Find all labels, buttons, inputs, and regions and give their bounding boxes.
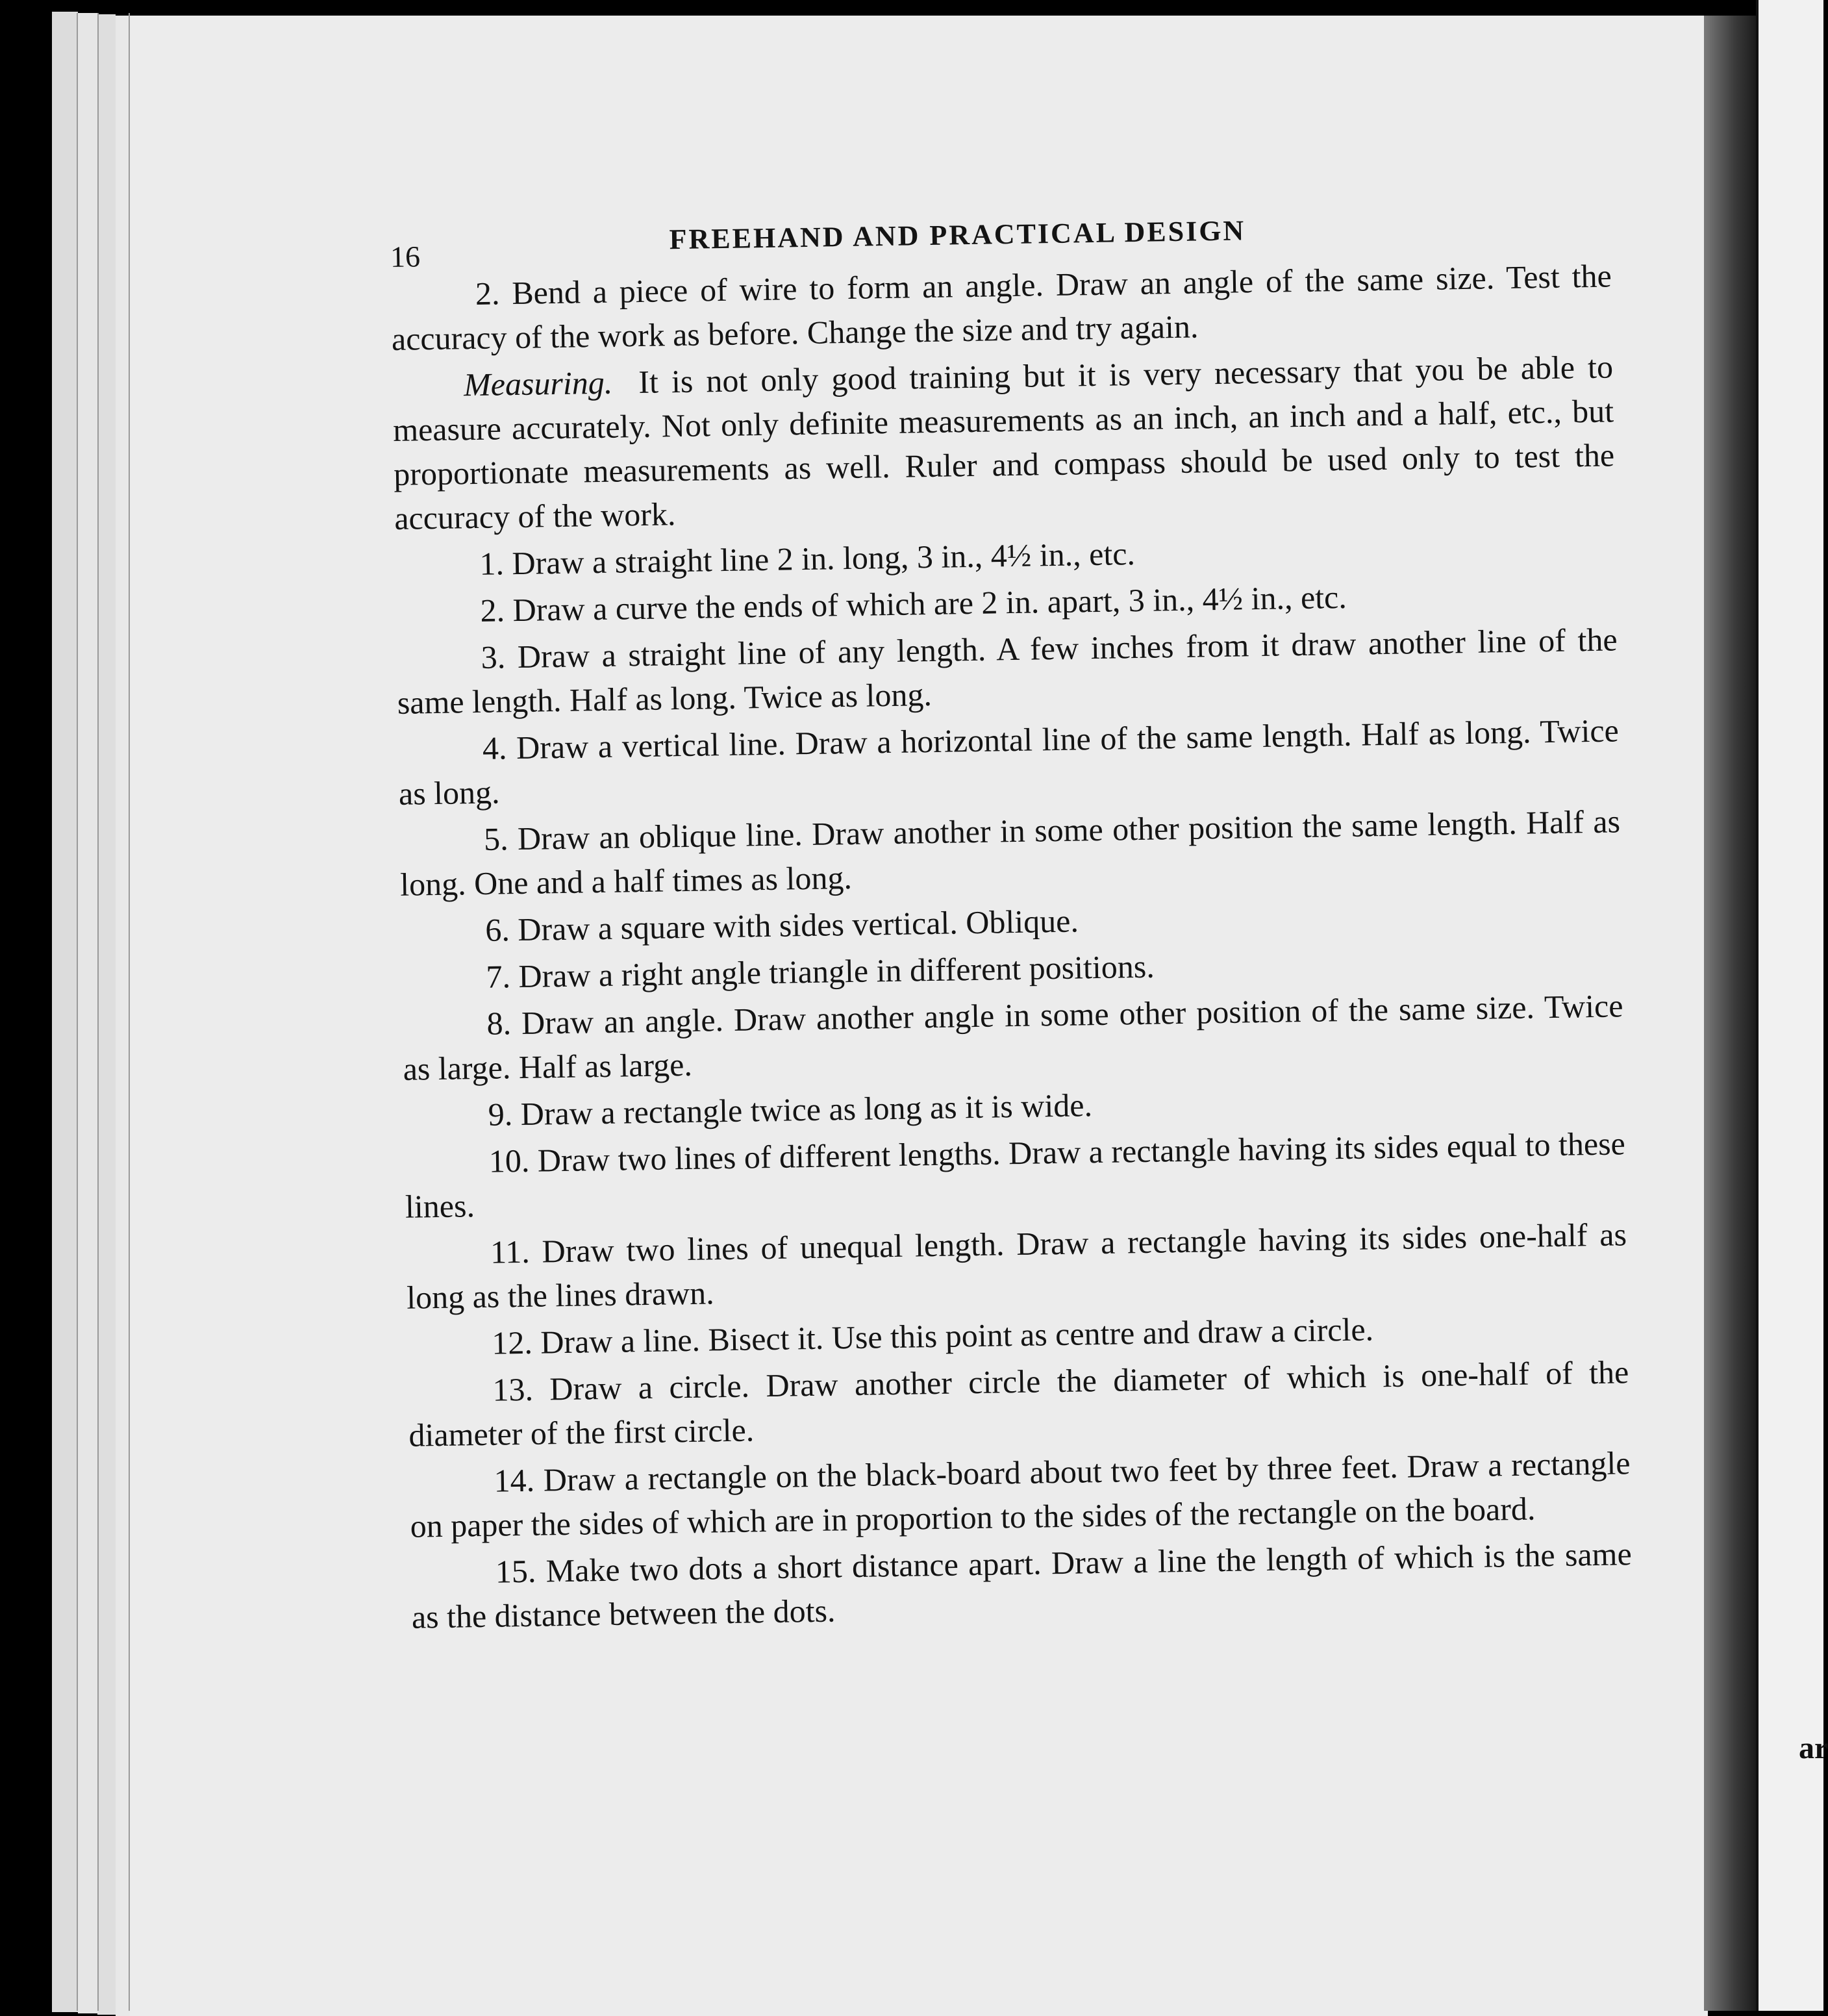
page-content xyxy=(390,195,1633,1641)
page-edge-line xyxy=(97,13,99,2011)
page-number: 16 xyxy=(390,240,421,273)
exercise-item: 9. Draw a rectangle twice as long as it is wide. xyxy=(488,1087,1093,1133)
exercise-item: 12. Draw a line. Bisect it. Use this point as centre and draw a circle. xyxy=(491,1311,1374,1361)
page-edge xyxy=(52,12,78,2012)
measuring-paragraph xyxy=(392,344,1616,540)
measuring-heading: Measuring. xyxy=(463,364,613,403)
exercise-item: 1. Draw a straight line 2 in. long, 3 in., 4½ in., etc. xyxy=(479,535,1136,582)
exercise-item: 10. Draw two lines of different lengths. Draw a rectangle having its sides equal to these lines. xyxy=(405,1125,1626,1225)
exercise-item: 4. Draw a vertical line. Draw a horizontal line of the same length. Half as long. Twice as long. xyxy=(398,712,1620,812)
measuring-text: It is not only good training but it is very necessary that you be able to measure accurately. Not only definite measurements as an inch, an inch and a half, etc., but proportionate measurements as well. Ruler and compass should be used only to test the accuracy of the work. xyxy=(392,348,1615,536)
exercise-item: 3. Draw a straight line of any length. A few inches from it draw another line of the same length. Half as long. Twice as long. xyxy=(397,621,1618,721)
exercise-item: 5. Draw an oblique line. Draw another in some other position the same length. Half as long. One and a half times as long. xyxy=(399,803,1621,903)
page-edge xyxy=(78,13,97,2013)
exercise-item: 6. Draw a square with sides vertical. Oblique. xyxy=(484,902,1079,948)
exercise-item: 15. Make two dots a short distance apart. Draw a line the length of which is the same as the distance between the dots. xyxy=(411,1535,1633,1635)
page-edge-line xyxy=(77,13,78,2011)
facing-page xyxy=(1756,0,1823,2011)
exercise-item: 7. Draw a right angle triangle in different positions. xyxy=(486,948,1155,995)
intro-item: 2. Bend a piece of wire to form an angle. Draw an angle of the same size. Test the accuracy of the work as before. Change the size and try again. xyxy=(391,257,1612,357)
exercise-item: 11. Draw two lines of unequal length. Draw a rectangle having its sides one-half as long as the lines drawn. xyxy=(406,1216,1627,1316)
page-edge xyxy=(97,14,116,2015)
exercise-item: 13. Draw a circle. Draw another circle the diameter of which is one-half of the diameter of the first circle. xyxy=(408,1354,1629,1454)
book-gutter xyxy=(1704,16,1756,2011)
page-edge xyxy=(116,16,130,2016)
facing-page-fragment: ar xyxy=(1799,1731,1828,1765)
exercise-item: 14. Draw a rectangle on the black-board about two feet by three feet. Draw a rectangle on paper the sides of which are in proportion to the sides of the rectangle on the board. xyxy=(410,1444,1631,1544)
running-head: FREEHAND AND PRACTICAL DESIGN xyxy=(669,214,1246,256)
exercise-item: 2. Draw a curve the ends of which are 2 in. apart, 3 in., 4½ in., etc. xyxy=(480,578,1347,629)
exercise-item: 8. Draw an angle. Draw another angle in some other position of the same size. Twice as large. Half as large. xyxy=(403,987,1623,1087)
